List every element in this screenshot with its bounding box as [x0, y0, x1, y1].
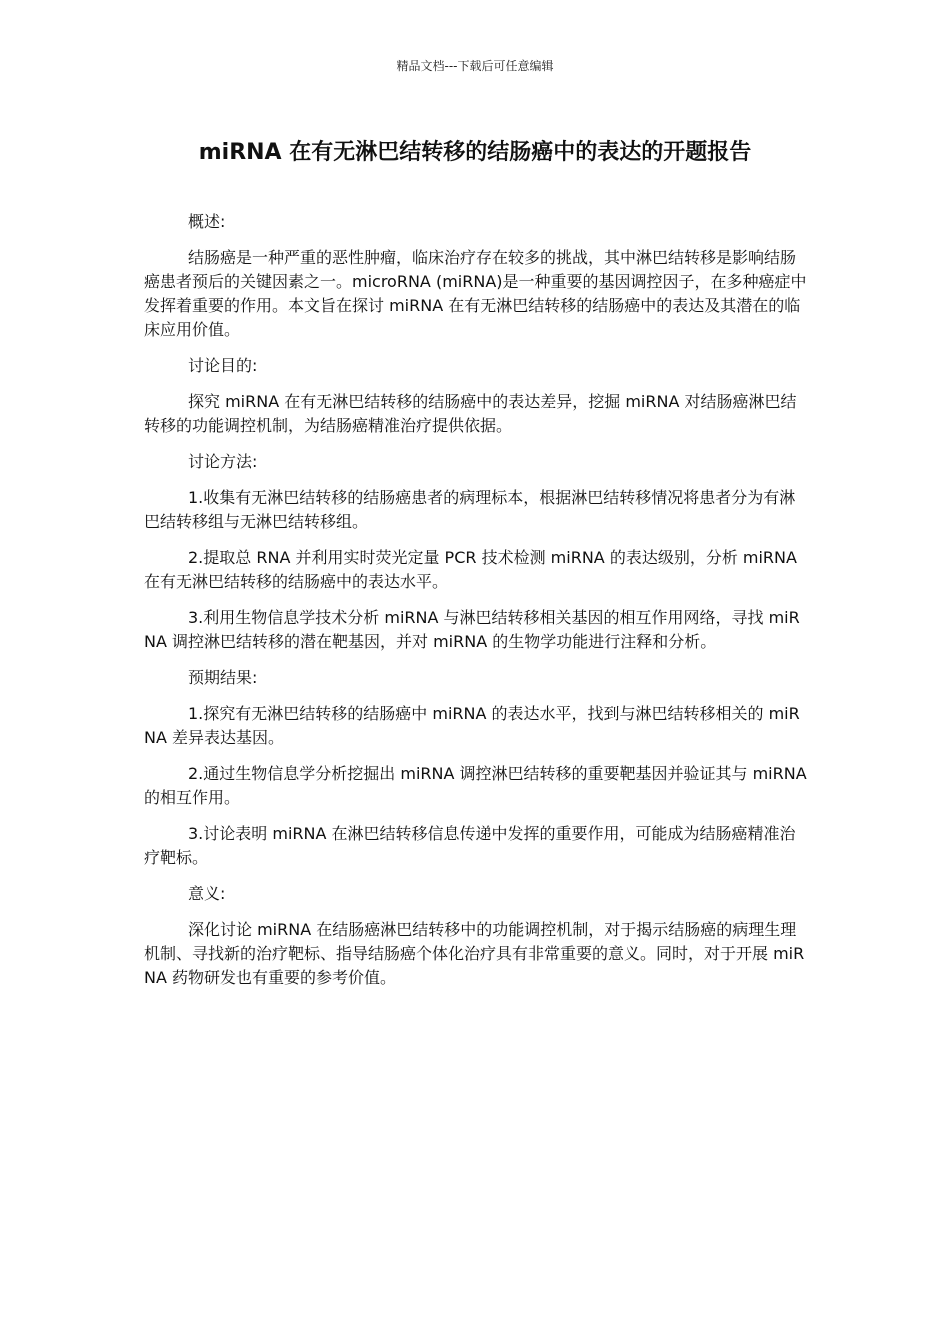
results-item-2: 2.通过生物信息学分析挖掘出 miRNA 调控淋巴结转移的重要靶基因并验证其与 miRNA 的相互作用。 [144, 764, 807, 807]
header-note: 精品文档---下载后可任意编辑 [396, 59, 554, 73]
methods-item-3: 3.利用生物信息学技术分析 miRNA 与淋巴结转移相关基因的相互作用网络，寻找 miRNA 调控淋巴结转移的潜在靶基因，并对 miRNA 的生物学功能进行注释和分析。 [144, 608, 800, 651]
results-item-1: 1.探究有无淋巴结转移的结肠癌中 miRNA 的表达水平，找到与淋巴结转移相关的 miRNA 差异表达基因。 [144, 704, 800, 747]
methods-item-1: 1.收集有无淋巴结转移的结肠癌患者的病理标本，根据淋巴结转移情况将患者分为有淋巴结转移组与无淋巴结转移组。 [144, 488, 796, 531]
results-heading: 预期结果: [188, 668, 258, 687]
significance-heading: 意义: [188, 884, 226, 903]
overview-heading: 概述: [188, 212, 226, 231]
document-title: miRNA 在有无淋巴结转移的结肠癌中的表达的开题报告 [198, 140, 752, 165]
overview-paragraph: 结肠癌是一种严重的恶性肿瘤，临床治疗存在较多的挑战，其中淋巴结转移是影响结肠癌患者预后的关键因素之一。microRNA (miRNA)是一种重要的基因调控因子，在多种癌症中发挥着重要的作用。本文旨在探讨 miRNA 在有无淋巴结转移的结肠癌中的表达及其潜在的临床应用价值。 [144, 248, 807, 339]
purpose-paragraph: 探究 miRNA 在有无淋巴结转移的结肠癌中的表达差异，挖掘 miRNA 对结肠癌淋巴结转移的功能调控机制，为结肠癌精准治疗提供依据。 [144, 392, 797, 435]
purpose-heading: 讨论目的: [188, 356, 258, 375]
methods-item-2: 2.提取总 RNA 并利用实时荧光定量 PCR 技术检测 miRNA 的表达级别，分析 miRNA 在有无淋巴结转移的结肠癌中的表达水平。 [144, 548, 797, 591]
methods-heading: 讨论方法: [188, 452, 258, 471]
document-body [144, 210, 809, 1002]
significance-paragraph: 深化讨论 miRNA 在结肠癌淋巴结转移中的功能调控机制，对于揭示结肠癌的病理生理机制、寻找新的治疗靶标、指导结肠癌个体化治疗具有非常重要的意义。同时，对于开展 miRNA 药物研发也有重要的参考价值。 [144, 920, 805, 987]
results-item-3: 3.讨论表明 miRNA 在淋巴结转移信息传递中发挥的重要作用，可能成为结肠癌精准治疗靶标。 [144, 824, 796, 867]
